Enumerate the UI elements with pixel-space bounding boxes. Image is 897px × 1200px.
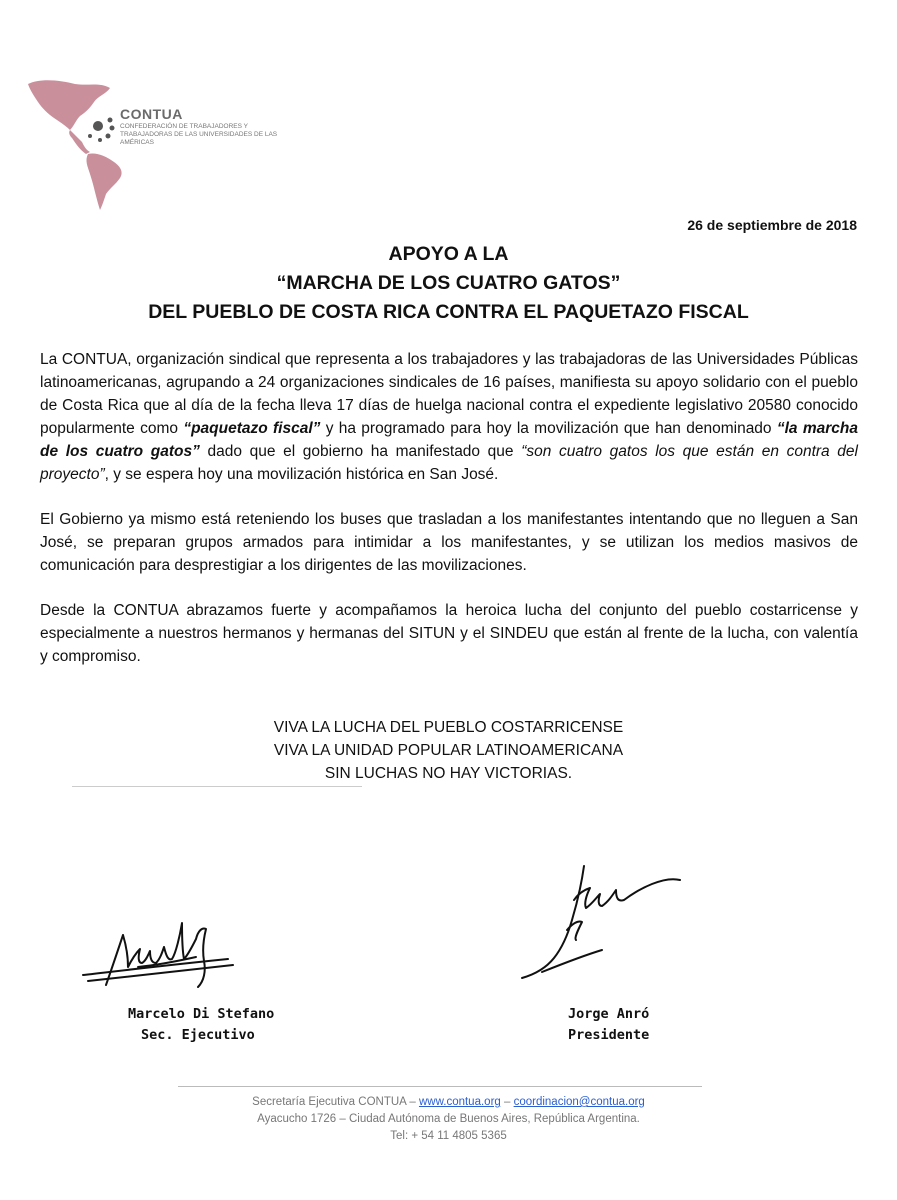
signature-2-name: Jorge Anró [568, 1006, 650, 1022]
signature-jorge [512, 860, 692, 990]
emphasis-paquetazo: “paquetazo fiscal” [183, 420, 321, 437]
footer-phone: Tel: + 54 11 4805 5365 [390, 1130, 507, 1142]
footer [0, 1094, 897, 1145]
footer-line-1: Secretaría Ejecutiva CONTUA – www.contua.org – coordinacion@contua.org [252, 1096, 645, 1108]
logo-name: CONTUA [120, 106, 183, 122]
paragraph-3: Desde la CONTUA abrazamos fuerte y acompañamos la heroica lucha del conjunto del pueblo costarricense y especialmente a nuestros hermanos y hermanas del SITUN y el SINDEU que están al frente de la lucha, con valentía y compromiso. [40, 602, 858, 665]
document-date: 26 de septiembre de 2018 [687, 217, 857, 233]
slogan-2: VIVA LA UNIDAD POPULAR LATINOAMERICANA [273, 742, 624, 759]
emphasis-quote: “son cuatro gatos los que están en contra del proyecto” [40, 443, 858, 483]
slogan-3: SIN LUCHAS NO HAY VICTORIAS. [324, 765, 573, 782]
title-line-1: APOYO A LA [388, 243, 509, 265]
title-line-3: DEL PUEBLO DE COSTA RICA CONTRA EL PAQUETAZO FISCAL [148, 301, 749, 323]
paragraph-2: El Gobierno ya mismo está reteniendo los buses que trasladan a los manifestantes intentando que no lleguen a San José, se preparan grupos armados para intimidar a los manifestantes, y se utilizan los medios masivos de comunicación para desprestigiar a los dirigentes de las movilizaciones. [40, 511, 858, 574]
website-link[interactable]: www.contua.org [418, 1096, 501, 1108]
logo-subtitle: CONFEDERACIÓN DE TRABAJADORES Y TRABAJADORAS DE LAS UNIVERSIDADES DE LAS AMÉRICAS [120, 123, 278, 146]
email-link[interactable]: coordinacion@contua.org [513, 1096, 645, 1108]
signature-1-name: Marcelo Di Stefano [128, 1006, 275, 1022]
footer-address: Ayacucho 1726 – Ciudad Autónoma de Buenos Aires, República Argentina. [257, 1113, 640, 1125]
divider [72, 786, 362, 787]
signature-2-role: Presidente [568, 1027, 650, 1043]
emphasis-marcha: “la marcha de los cuatro gatos” [40, 420, 858, 460]
slogans [0, 716, 897, 785]
paragraph-1: La CONTUA, organización sindical que representa a los trabajadores y las trabajadoras de las Universidades Públicas latinoamericanas, agrupando a 24 organizaciones sindicales de 16 países, manifiesta su apoyo solidario con el pueblo de Costa Rica que al día de la fecha lleva 17 días de huelga nacional contra el expediente legislativo 20580 conocido popularmente como “paquetazo fiscal” y ha programado para hoy la movilización que han denominado “la marcha de los cuatro gatos” dado que el gobierno ha manifestado que “son cuatro gatos los que están en contra del proyecto”, y se espera hoy una movilización histórica en San José. [40, 351, 858, 483]
slogan-1: VIVA LA LUCHA DEL PUEBLO COSTARRICENSE [273, 719, 624, 736]
americas-map-icon [20, 76, 130, 211]
signature-1-role: Sec. Ejecutivo [141, 1027, 255, 1043]
title-line-2: “MARCHA DE LOS CUATRO GATOS” [276, 272, 621, 294]
signature-marcelo [78, 905, 248, 1005]
document-title [0, 240, 897, 327]
contua-logo [20, 76, 300, 211]
footer-divider [178, 1086, 702, 1087]
document-body [40, 348, 858, 690]
